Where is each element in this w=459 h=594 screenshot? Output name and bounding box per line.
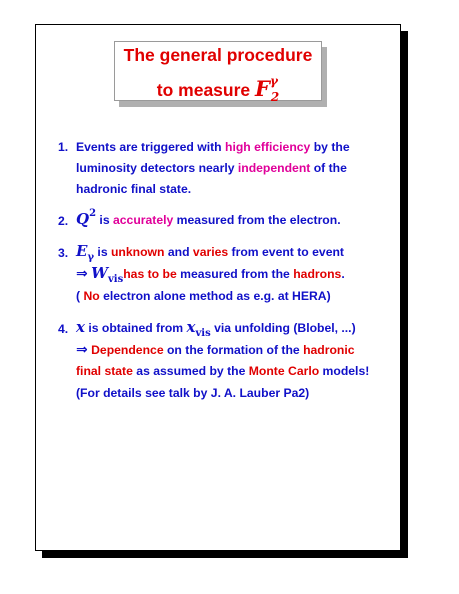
title-prefix: to measure <box>156 80 251 100</box>
item-number: 4. <box>58 322 69 336</box>
item-number: 3. <box>58 246 69 260</box>
symbol-x-vis: $x_{vis}$ <box>186 318 211 339</box>
title-symbol: $F^\gamma_2$ <box>255 74 280 105</box>
title-line-1: The general procedure <box>123 45 313 65</box>
symbol-x: x <box>76 318 85 336</box>
title-box <box>114 41 322 105</box>
item-number: 2. <box>58 214 69 228</box>
title-line-2 <box>115 76 321 104</box>
item-2-line-1: $Q^2$ is accurately measured from the electron. <box>76 208 341 228</box>
item-3-line-2: ⇒ $W_{vis}has$ to be measured from the hadrons. <box>76 264 345 285</box>
item-number: 1. <box>58 140 69 154</box>
implies-arrow-icon: ⇒ <box>76 342 88 358</box>
item-1-line-2: luminosity detectors nearly independent of the <box>76 161 347 175</box>
item-1-line-3: hadronic final state. <box>76 182 192 196</box>
item-1-line-1: Events are triggered with high efficiency by the <box>76 140 350 154</box>
symbol-w-vis: $W_{vis}$ <box>91 264 124 285</box>
symbol-e-gamma: $E_\gamma$ <box>76 242 95 263</box>
item-4-line-1: x is obtained from $x_{vis}$ via unfolding (Blobel, ...) <box>76 318 356 339</box>
item-4-line-3: final state as assumed by the Monte Carlo models! <box>76 364 370 378</box>
item-4-line-2: ⇒ Dependence on the formation of the hadronic <box>76 342 355 358</box>
implies-arrow-icon: ⇒ <box>76 266 88 282</box>
symbol-q2: $Q^2$ <box>76 208 97 228</box>
item-3-line-1: $E_\gamma$ is unknown and varies from event to event <box>76 242 344 263</box>
item-4-line-4: (For details see talk by J. A. Lauber Pa2) <box>76 386 310 400</box>
item-3-line-3: ( No electron alone method as e.g. at HERA) <box>76 289 331 303</box>
